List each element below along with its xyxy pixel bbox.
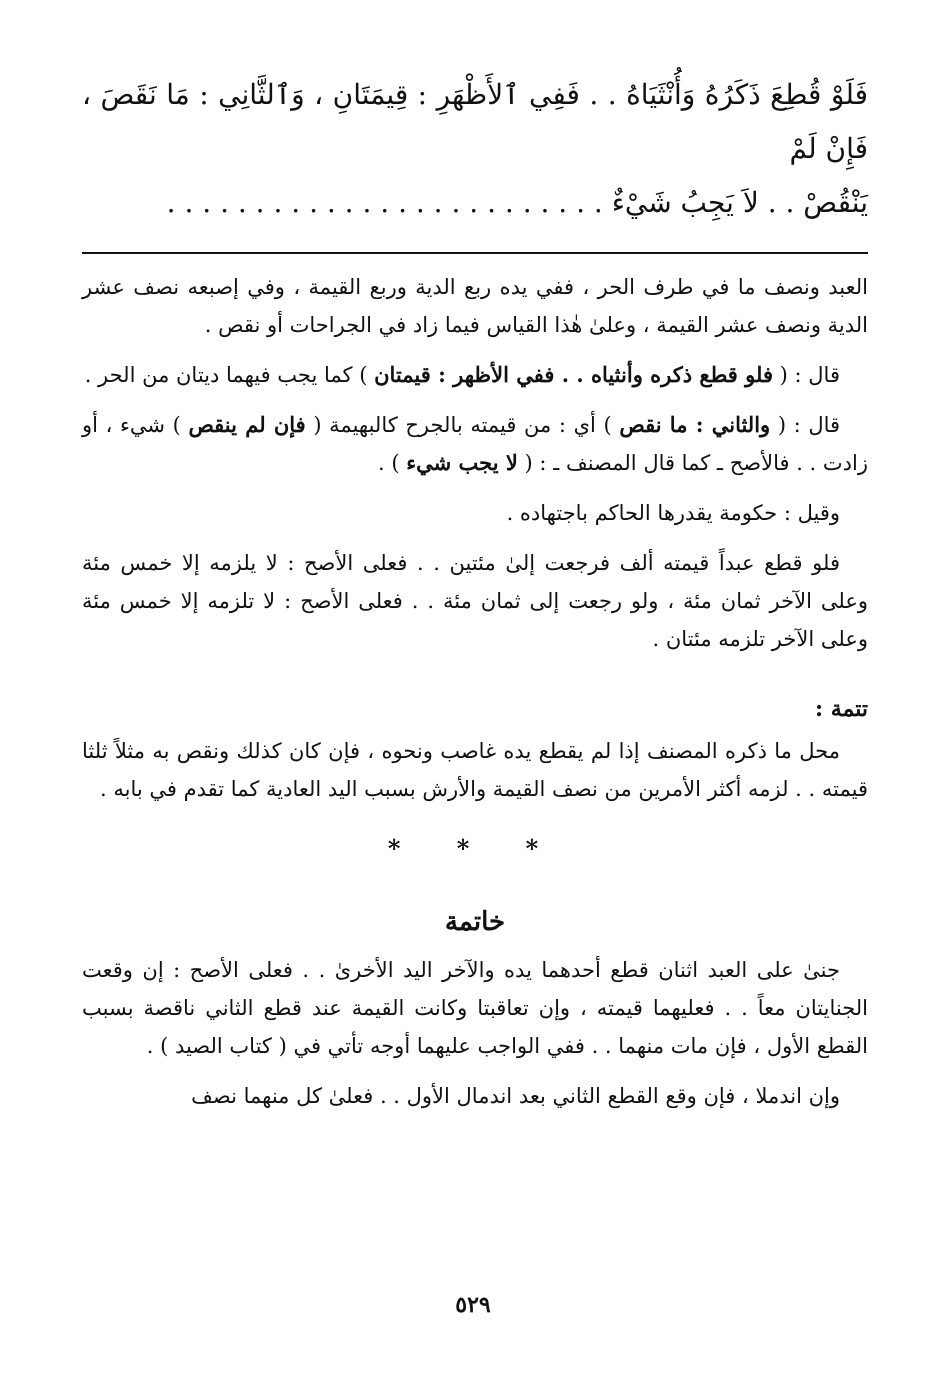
text-run: قال : ( [773, 363, 840, 387]
quoted-matn: والثاني : ما نقص [619, 412, 771, 437]
text-run: ) أي : من قيمته بالجرح كالبهيمة ( [305, 413, 620, 437]
text-run: ) شيء ، أو زادت . . فالأصح ـ كما قال المصنف ـ : ( [82, 413, 868, 475]
text-run: ) . [378, 451, 407, 475]
separator-rule [82, 252, 868, 254]
paragraph-3 [82, 406, 868, 482]
page-number: ٥٢٩ [455, 1292, 491, 1318]
matn-text [82, 68, 868, 230]
paragraph-4: وقيل : حكومة يقدرها الحاكم باجتهاده . [506, 501, 840, 525]
paragraph-8: وإن اندملا ، فإن وقع القطع الثاني بعد اندمال الأول . . فعلىٰ كل منهما نصف [191, 1084, 840, 1108]
paragraph-2 [82, 356, 868, 394]
tatimma-heading: تتمة : [814, 696, 868, 722]
quoted-matn: فإن لم ينقص [188, 412, 306, 437]
commentary [82, 268, 868, 1115]
section-divider-stars: * * * [387, 834, 563, 863]
matn-line-2: يَنْقُصْ . . لاَ يَجِبُ شَيْءٌ . . . . . . . . . . . . . . . . . . . . . . . . . [166, 186, 868, 219]
text-run: قال : ( [770, 413, 841, 437]
paragraph-1: العبد ونصف ما في طرف الحر ، ففي يده ربع الدية وربع القيمة ، وفي إصبعه نصف عشر الدية ونصف عشر القيمة ، وعلىٰ هٰذا القياس فيما زاد في الجراحات أو نقص . [82, 275, 868, 337]
khatima-heading: خاتمة [444, 907, 506, 937]
text-run: ) كما يجب فيهما ديتان من الحر . [84, 363, 375, 387]
paragraph-5: فلو قطع عبداً قيمته ألف فرجعت إلىٰ مئتين . . فعلى الأصح : لا يلزمه إلا خمس مئة وعلى الآخر ثمان مئة ، ولو رجعت إلى ثمان مئة . . فعلى الأصح : لا تلزمه إلا خمس مئة وعلى الآخر تلزمه مئتان . [82, 551, 868, 651]
paragraph-7: جنىٰ على العبد اثنان قطع أحدهما يده والآخر اليد الأخرىٰ . . فعلى الأصح : إن وقعت الجنايتان معاً . . فعليهما قيمته ، وإن تعاقبتا وكانت القيمة عند قطع الثاني ناقصة بسبب القطع الأول ، فإن مات منهما . . ففي الواجب عليهما أوجه تأتي في ( كتاب الصيد ) . [82, 958, 868, 1058]
quoted-matn: فلو قطع ذكره وأنثياه . . ففي الأظهر : قيمتان [374, 362, 773, 387]
page-body [82, 68, 868, 1127]
paragraph-6: محل ما ذكره المصنف إذا لم يقطع يده غاصب ونحوه ، فإن كان كذلك ونقص به مثلاً ثلثا قيمته . . لزمه أكثر الأمرين من نصف القيمة والأرش بسبب اليد العادية كما تقدم في بابه . [82, 739, 868, 801]
matn-line-1: فَلَوْ قُطِعَ ذَكَرُهُ وَأُنْثَيَاهُ . . فَفِي ٱلأَظْهَرِ : قِيمَتَانِ ، وَٱلثَّانِي : مَا نَقَصَ ، فَإِنْ لَمْ [82, 78, 868, 165]
quoted-matn: لا يجب شيء [406, 450, 518, 475]
